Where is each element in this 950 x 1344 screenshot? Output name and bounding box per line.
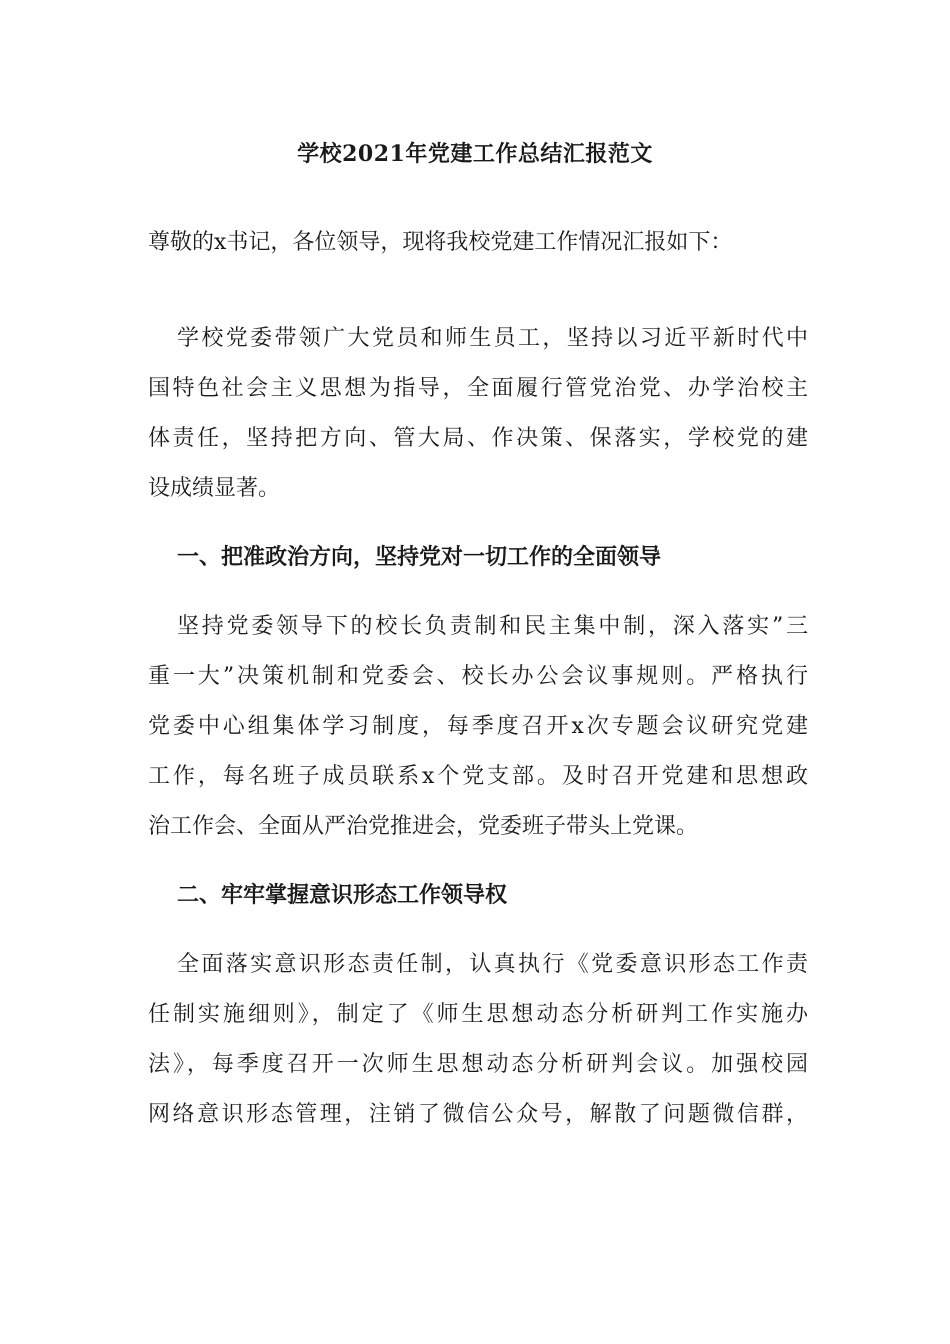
section-line: 全面落实意识形态责任制，认真执行《党委意识形态工作责 (177, 952, 808, 977)
document-title: 学校2021年党建工作总结汇报范文 (297, 141, 653, 167)
section-heading: 二、牢牢掌握意识形态工作领导权 (177, 882, 508, 908)
intro-line: 国特色社会主义思想为指导，全面履行管党治党、办学治校主 (148, 376, 808, 401)
section-line: 任制实施细则》，制定了《师生思想动态分析研判工作实施办 (148, 1002, 808, 1027)
section-line: 治工作会、全面从严治党推进会，党委班子带头上党课。 (148, 814, 699, 839)
section-line: 网络意识形态管理，注销了微信公众号，解散了问题微信群， (148, 1102, 808, 1127)
section-line: 党委中心组集体学习制度，每季度召开x次专题会议研究党建 (148, 714, 808, 739)
intro-line: 体责任，坚持把方向、管大局、作决策、保落实，学校党的建 (148, 426, 808, 451)
intro-line: 设成绩显著。 (148, 476, 281, 501)
section-heading: 一、把准政治方向，坚持党对一切工作的全面领导 (177, 544, 662, 570)
section-line: 重一大”决策机制和党委会、校长办公会议事规则。严格执行 (148, 664, 808, 689)
greeting-line: 尊敬的x书记，各位领导，现将我校党建工作情况汇报如下： (148, 230, 733, 255)
intro-line: 学校党委带领广大党员和师生员工，坚持以习近平新时代中 (177, 326, 808, 351)
section-line: 工作，每名班子成员联系x个党支部。及时召开党建和思想政 (148, 764, 808, 789)
section-line: 法》，每季度召开一次师生思想动态分析研判会议。加强校园 (148, 1052, 808, 1077)
section-line: 坚持党委领导下的校长负责制和民主集中制，深入落实”三 (177, 614, 808, 639)
